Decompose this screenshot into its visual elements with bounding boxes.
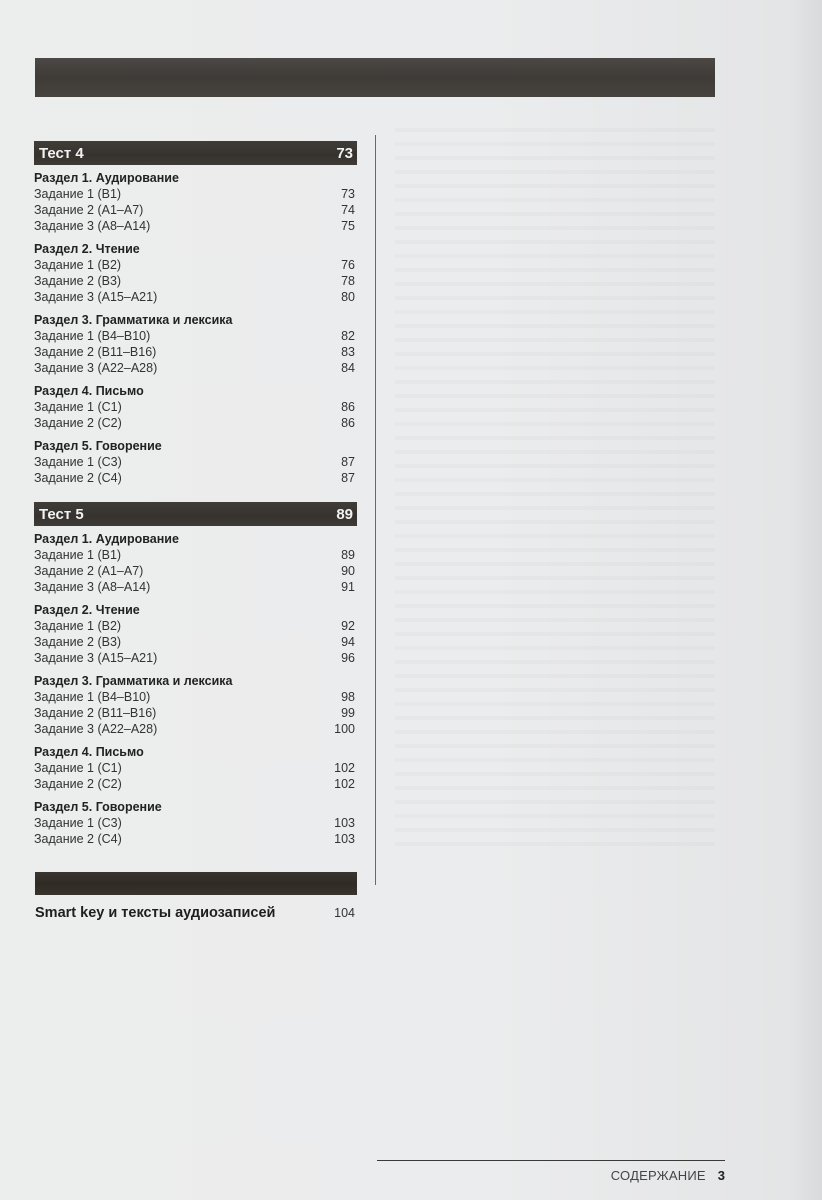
toc-entry[interactable] [34, 470, 357, 486]
entry-label: Задание 2 (B11–B16) [34, 706, 157, 720]
toc-entry[interactable] [34, 721, 357, 737]
toc-section [34, 241, 357, 305]
toc-entry[interactable] [34, 202, 357, 218]
entry-label: Задание 1 (B4–B10) [34, 329, 151, 343]
test-page: 73 [336, 144, 353, 162]
entry-label: Задание 2 (C2) [34, 416, 122, 430]
entry-label: Задание 2 (C4) [34, 832, 122, 846]
appendix-bar [35, 872, 357, 895]
toc-section [34, 438, 357, 486]
page-number: 3 [717, 1168, 725, 1183]
toc-entry[interactable] [34, 344, 357, 360]
entry-label: Задание 2 (B3) [34, 274, 122, 288]
entry-page: 86 [341, 416, 355, 430]
toc-entry[interactable] [34, 360, 357, 376]
section-title: Раздел 4. Письмо [34, 384, 144, 398]
reverse-page-show-through [395, 118, 715, 848]
entry-page: 87 [341, 471, 355, 485]
entry-label: Задание 2 (A1–A7) [34, 203, 144, 217]
entry-page: 102 [334, 761, 355, 775]
section-title: Раздел 3. Грамматика и лексика [34, 674, 233, 688]
toc-section [34, 312, 357, 376]
entry-label: Задание 1 (C1) [34, 400, 122, 414]
toc-entry[interactable] [34, 650, 357, 666]
entry-label: Задание 2 (C2) [34, 777, 122, 791]
footer-rule [377, 1160, 725, 1161]
entry-page: 75 [341, 219, 355, 233]
test-title: Тест 4 [39, 144, 84, 162]
toc-appendix-entry[interactable] [35, 905, 355, 921]
entry-page: 100 [334, 722, 355, 736]
entry-page: 86 [341, 400, 355, 414]
entry-label: Задание 1 (C3) [34, 455, 122, 469]
header-bar [35, 58, 715, 97]
entry-label: Задание 1 (B2) [34, 619, 122, 633]
entry-page: 83 [341, 345, 355, 359]
toc-entry[interactable] [34, 218, 357, 234]
toc-entry[interactable] [34, 289, 357, 305]
entry-page: 90 [341, 564, 355, 578]
toc-entry[interactable] [34, 815, 357, 831]
toc-entry[interactable] [34, 760, 357, 776]
toc-section [34, 744, 357, 792]
section-title: Раздел 3. Грамматика и лексика [34, 313, 233, 327]
toc-section [34, 673, 357, 737]
appendix-title: Smart key и тексты аудиозаписей [35, 905, 276, 921]
entry-page: 94 [341, 635, 355, 649]
entry-page: 102 [334, 777, 355, 791]
entry-label: Задание 3 (A22–A28) [34, 722, 158, 736]
running-title: СОДЕРЖАНИЕ [610, 1168, 706, 1183]
toc-section [34, 799, 357, 847]
section-title: Раздел 2. Чтение [34, 603, 140, 617]
entry-page: 73 [341, 187, 355, 201]
entry-page: 91 [341, 580, 355, 594]
entry-page: 103 [334, 832, 355, 846]
section-title: Раздел 5. Говорение [34, 439, 162, 453]
entry-page: 76 [341, 258, 355, 272]
entry-label: Задание 3 (A8–A14) [34, 580, 151, 594]
entry-label: Задание 3 (A15–A21) [34, 651, 158, 665]
appendix-page: 104 [334, 906, 355, 920]
entry-page: 84 [341, 361, 355, 375]
entry-label: Задание 1 (B2) [34, 258, 122, 272]
entry-label: Задание 1 (C1) [34, 761, 122, 775]
entry-page: 89 [341, 548, 355, 562]
toc-entry[interactable] [34, 257, 357, 273]
toc-entry[interactable] [34, 689, 357, 705]
toc-section [34, 602, 357, 666]
entry-page: 78 [341, 274, 355, 288]
entry-page: 92 [341, 619, 355, 633]
toc-entry[interactable] [34, 186, 357, 202]
entry-page: 99 [341, 706, 355, 720]
entry-label: Задание 3 (A15–A21) [34, 290, 158, 304]
entry-label: Задание 3 (A8–A14) [34, 219, 151, 233]
entry-page: 87 [341, 455, 355, 469]
toc-entry[interactable] [34, 454, 357, 470]
table-of-contents [34, 141, 357, 863]
test-page: 89 [336, 505, 353, 523]
entry-label: Задание 2 (B3) [34, 635, 122, 649]
section-title: Раздел 4. Письмо [34, 745, 144, 759]
toc-entry[interactable] [34, 776, 357, 792]
section-title: Раздел 1. Аудирование [34, 532, 179, 546]
entry-page: 80 [341, 290, 355, 304]
test-header[interactable] [34, 502, 357, 526]
entry-label: Задание 2 (C4) [34, 471, 122, 485]
entry-page: 98 [341, 690, 355, 704]
entry-page: 96 [341, 651, 355, 665]
section-title: Раздел 1. Аудирование [34, 171, 179, 185]
toc-test-4 [34, 141, 357, 486]
column-divider [375, 135, 376, 885]
entry-page: 103 [334, 816, 355, 830]
toc-entry[interactable] [34, 563, 357, 579]
toc-entry[interactable] [34, 634, 357, 650]
test-title: Тест 5 [39, 505, 84, 523]
entry-page: 74 [341, 203, 355, 217]
toc-entry[interactable] [34, 579, 357, 595]
entry-label: Задание 2 (B11–B16) [34, 345, 157, 359]
test-header[interactable] [34, 141, 357, 165]
entry-label: Задание 3 (A22–A28) [34, 361, 158, 375]
toc-entry[interactable] [34, 328, 357, 344]
toc-entry[interactable] [34, 618, 357, 634]
toc-entry[interactable] [34, 831, 357, 847]
toc-entry[interactable] [34, 705, 357, 721]
toc-entry[interactable] [34, 547, 357, 563]
entry-label: Задание 2 (A1–A7) [34, 564, 144, 578]
toc-section [34, 531, 357, 595]
toc-entry[interactable] [34, 415, 357, 431]
section-title: Раздел 2. Чтение [34, 242, 140, 256]
toc-entry[interactable] [34, 399, 357, 415]
toc-test-5 [34, 502, 357, 847]
entry-label: Задание 1 (B1) [34, 548, 122, 562]
section-title: Раздел 5. Говорение [34, 800, 162, 814]
toc-section [34, 383, 357, 431]
entry-label: Задание 1 (B1) [34, 187, 122, 201]
entry-label: Задание 1 (C3) [34, 816, 122, 830]
toc-entry[interactable] [34, 273, 357, 289]
page-footer [560, 1168, 725, 1183]
entry-label: Задание 1 (B4–B10) [34, 690, 151, 704]
toc-section [34, 170, 357, 234]
entry-page: 82 [341, 329, 355, 343]
